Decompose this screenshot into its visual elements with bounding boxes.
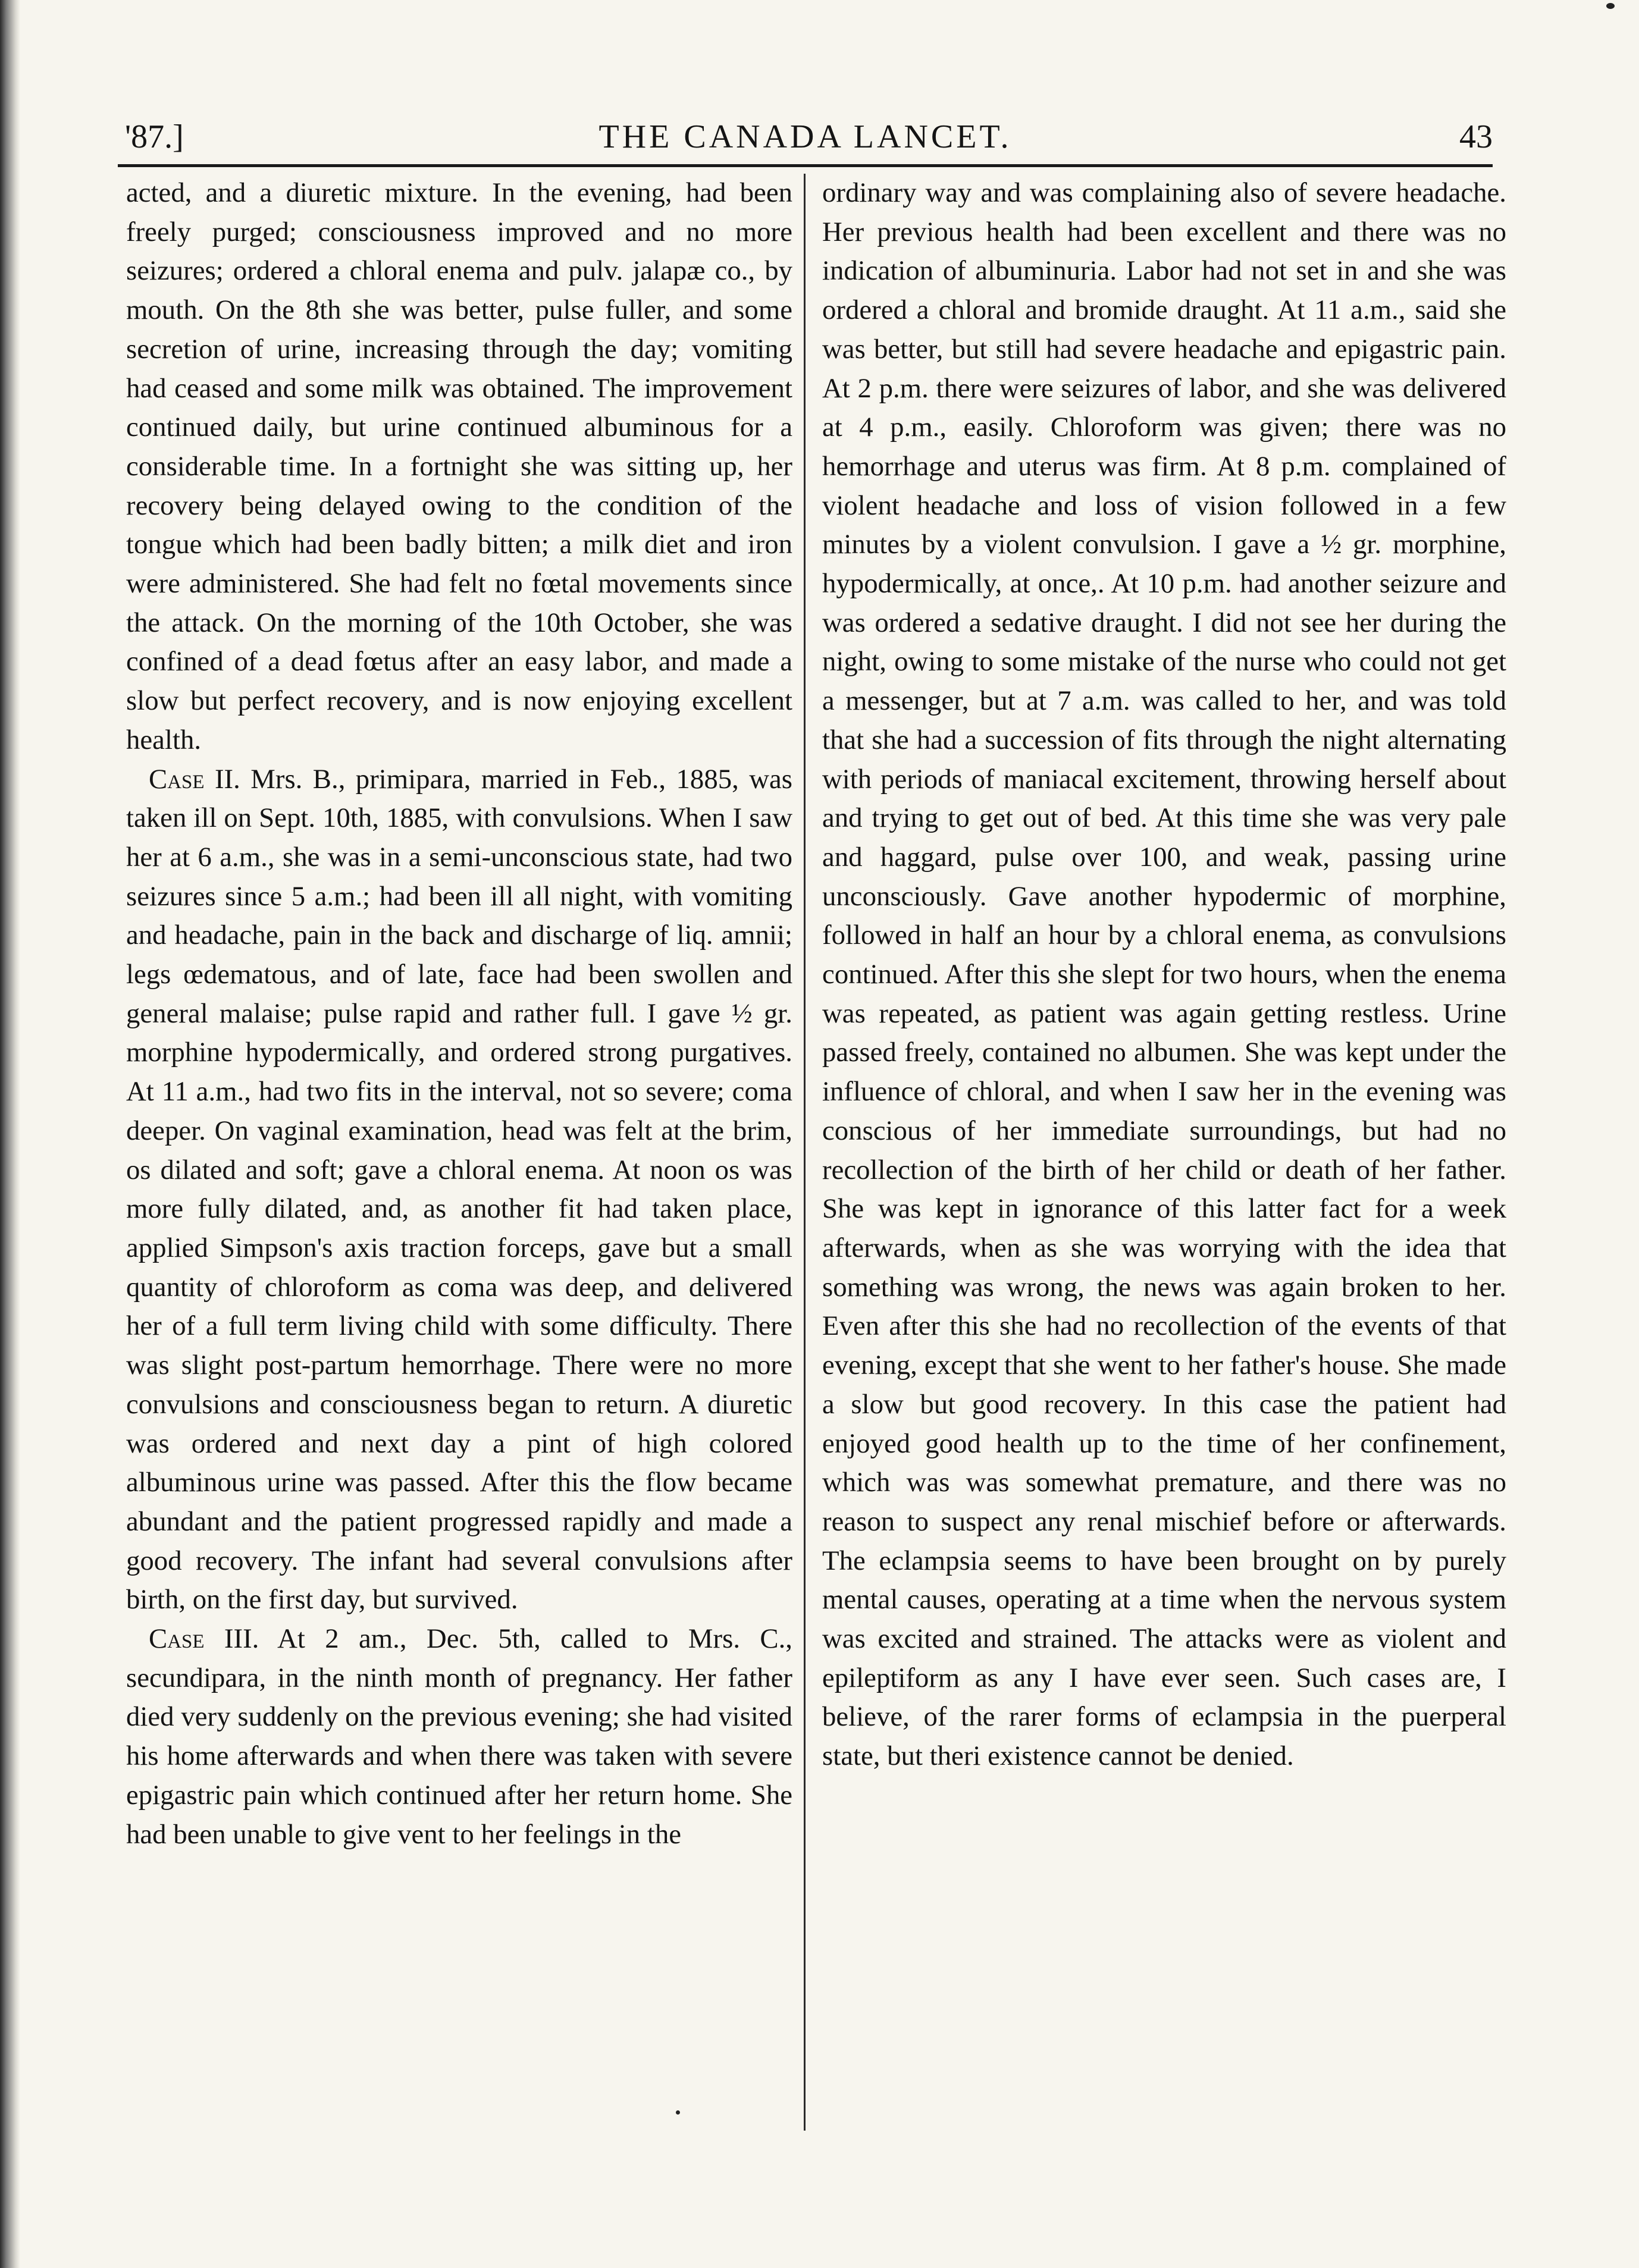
- case-two-text: Mrs. B., primipara, married in Feb., 1885, was taken ill on Sept. 10th, 1885, with convulsions. When I saw her at 6 a.m., she was in a semi-unconscious state, had two seizures since 5 a.m.; had been ill all night, with vomiting and headache, pain in the back and discharge of liq. amnii; legs œdematous, and of late, face had been swollen and general malaise; pulse rapid and rather full. I gave ½ gr. morphine hypodermically, and ordered strong purgatives. At 11 a.m., had two fits in the interval, not so severe; coma deeper. On vaginal examination, head was felt at the brim, os dilated and soft; gave a chloral enema. At noon os was more fully dilated, and, as another fit had taken place, applied Simpson's axis traction forceps, gave but a small quantity of chloroform as coma was deep, and delivered her of a full term living child with some difficulty. There was slight post-partum hemorrhage. There were no more convulsions and consciousness began to return. A diuretic was ordered and next day a pint of high colored albuminous urine was passed. After this the flow became abundant and the patient progressed rapidly and made a good recovery. The infant had several convulsions after birth, on the first day, but survived.: [126, 763, 793, 1615]
- case-three-paragraph: [126, 1620, 792, 1854]
- case-two-label: Case II.: [149, 763, 240, 795]
- paragraph-continued: acted, and a diuretic mixture. In the evening, had been freely purged; consciousness improved and no more seizures; ordered a chloral enema and pulv. jalapæ co., by mouth. On the 8th she was better, pulse fuller, and some secretion of urine, increasing through the day; vomiting had ceased and some milk was obtained. The improvement continued daily, but urine continued albuminous for a considerable time. In a fortnight she was sitting up, her recovery being delayed owing to the condition of the tongue which had been badly bitten; a milk diet and iron were administered. She had felt no fœtal movements since the attack. On the morning of the 10th October, she was confined of a dead fœtus after an easy labor, and made a slow but perfect recovery, and is now enjoying excellent health.: [126, 177, 792, 755]
- case-three-text: At 2 am., Dec. 5th, called to Mrs. C., secundipara, in the ninth month of pregnancy. Her father died very suddenly on the previous evening; she had visited his home afterwards and when there was taken with severe epigastric pain which continued after her return home. She had been unable to give vent to her feelings in the: [126, 1623, 792, 1850]
- case-three-continued: ordinary way and was complaining also of severe headache. Her previous health had been excellent and there was no indication of albuminuria. Labor had not set in and she was ordered a chloral and bromide draught. At 11 a.m., said she was better, but still had severe headache and epigastric pain. At 2 p.m. there were seizures of labor, and she was delivered at 4 p.m., easily. Chloroform was given; there was no hemorrhage and uterus was firm. At 8 p.m. complained of violent headache and loss of vision followed in a few minutes by a violent convulsion. I gave a ½ gr. morphine, hypodermically, at once,. At 10 p.m. had another seizure and was ordered a sedative draught. I did not see her during the night, owing to some mistake of the nurse who could not get a messenger, but at 7 a.m. was called to her, and was told that she had a succession of fits through the night alternating with periods of maniacal excitement, throwing herself about and trying to get out of bed. At this time she was very pale and haggard, pulse over 100, and weak, passing urine unconsciously. Gave another hypodermic of morphine, followed in half an hour by a chloral enema, as convulsions continued. After this she slept for two hours, when the enema was repeated, as patient was again getting restless. Urine passed freely, contained no albumen. She was kept under the influence of chloral, and when I saw her in the evening was conscious of her immediate surroundings, but had no recollection of the birth of her child or death of her father. She was kept in ignorance of this latter fact for a week afterwards, when as she was worrying with the idea that something was wrong, the news was again broken to her. Even after this she had no recollection of the events of that evening, except that she went to her father's house. She made a slow but good recovery. In this case the patient had enjoyed good health up to the time of her confinement, which was was somewhat premature, and there was no reason to suspect any renal mischief before or afterwards. The eclampsia seems to have been brought on by purely mental causes, operating at a time when the nervous system was excited and strained. The attacks were as violent and epileptiform as any I have ever seen. Such cases are, I believe, of the rarer forms of eclampsia in the puerperal state, but theri existence cannot be denied.: [822, 177, 1506, 1772]
- right-column: [822, 174, 1506, 2137]
- running-header: [118, 114, 1493, 162]
- column-divider: [804, 174, 806, 2131]
- header-year: '87.]: [125, 118, 184, 155]
- case-two-paragraph: [126, 760, 792, 1620]
- left-column: [126, 174, 792, 2137]
- ink-speck: [1606, 3, 1615, 9]
- case-three-label: Case III.: [149, 1623, 259, 1655]
- journal-title: THE CANADA LANCET.: [598, 118, 1012, 155]
- scan-binding-edge: [0, 0, 20, 2268]
- page-number: 43: [1459, 118, 1493, 155]
- header-rule: [118, 164, 1493, 167]
